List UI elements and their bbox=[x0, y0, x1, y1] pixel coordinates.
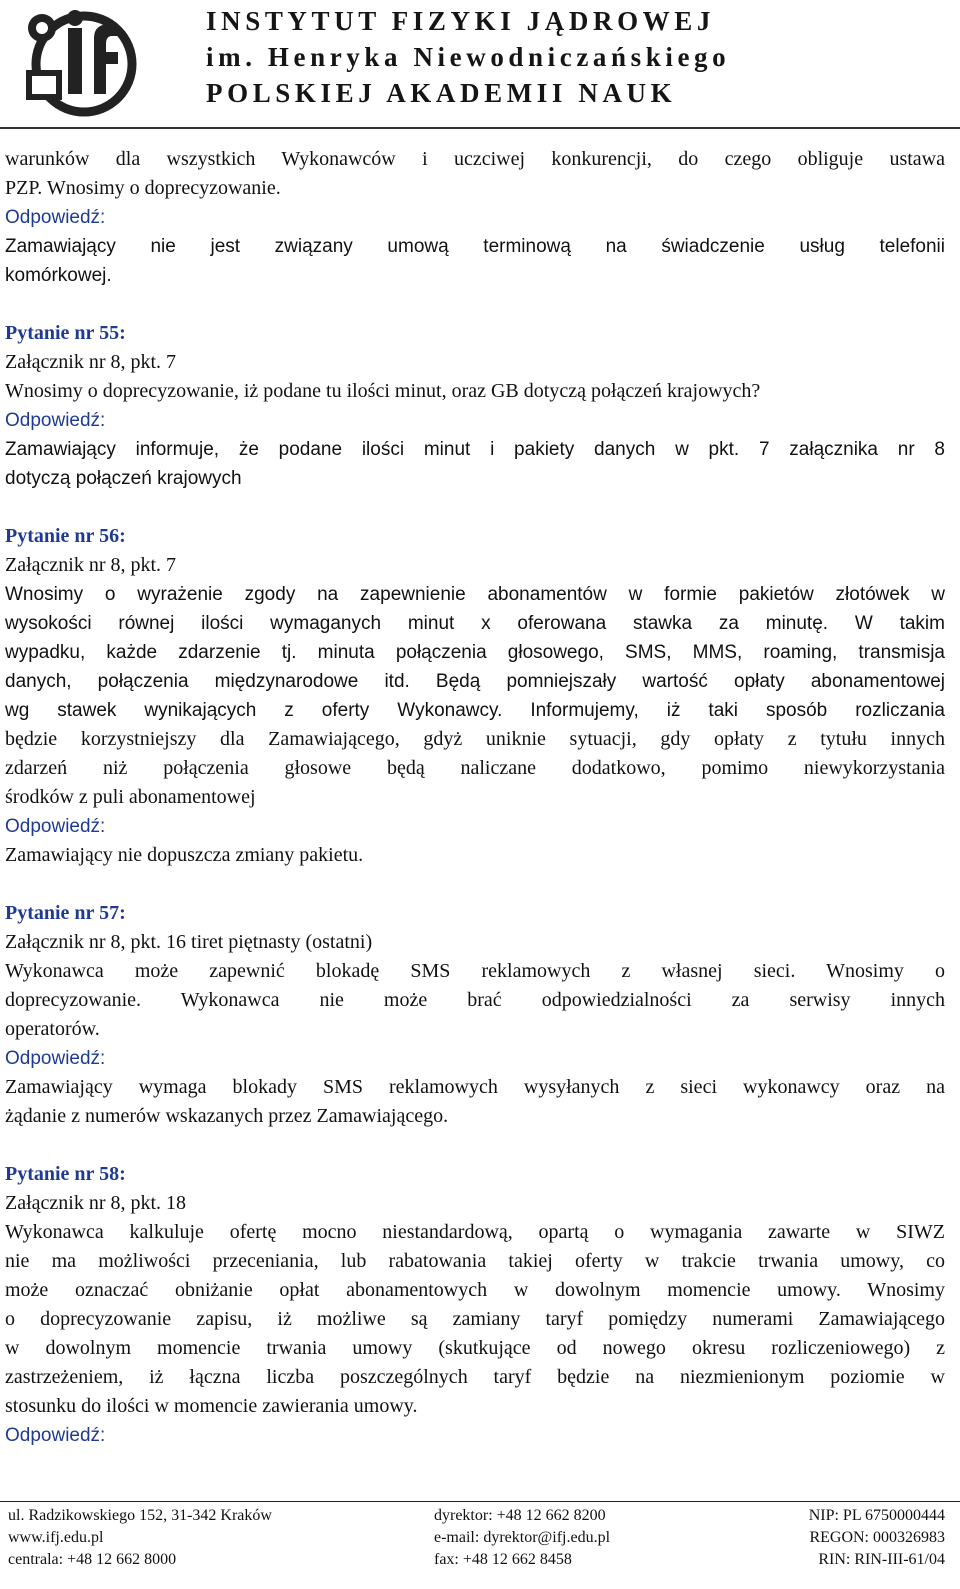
answer-text-line: Zamawiający informuje, że podane ilości minut i pakiety danych w pkt. 7 załącznika nr 8 bbox=[5, 439, 945, 460]
answer-text-line: Zamawiający wymaga blokady SMS reklamowych wysyłanych z sieci wykonawcy oraz na bbox=[5, 1076, 945, 1098]
ifj-logo-icon bbox=[18, 4, 138, 119]
question-text-line: stosunku do ilości w momencie zawierania umowy. bbox=[5, 1395, 418, 1417]
question-text-line: środków z puli abonamentowej bbox=[5, 786, 256, 808]
footer-contact-block bbox=[434, 1505, 610, 1571]
question-text-line: wypadku, każde zdarzenie tj. minuta połączenia głosowego, SMS, MMS, roaming, transmisja bbox=[5, 642, 945, 663]
footer-email-link[interactable]: e-mail: dyrektor@ifj.edu.pl bbox=[434, 1529, 611, 1546]
question-heading: Pytanie nr 56: bbox=[5, 525, 126, 547]
question-text-line: Wykonawca może zapewnić blokadę SMS reklamowych z własnej sieci. Wnosimy o bbox=[5, 960, 945, 982]
footer-regon: REGON: 000326983 bbox=[809, 1529, 945, 1546]
question-text-line: zdarzeń niż połączenia głosowe będą naliczane dodatkowo, pomimo niewykorzystania bbox=[5, 757, 945, 779]
question-text-line: Wnosimy o doprecyzowanie, iż podane tu ilości minut, oraz GB dotyczą połączeń krajowych? bbox=[5, 380, 761, 402]
question-text-line: zastrzeżeniem, iż łączna liczba poszczególnych taryf będzie na niezmienionym poziomie w bbox=[5, 1366, 945, 1388]
question-heading: Pytanie nr 55: bbox=[5, 322, 126, 344]
question-text-line: w dowolnym momencie trwania umowy (skutkujące od nowego okresu rozliczeniowego) z bbox=[5, 1337, 945, 1359]
question-text-line: o doprecyzowanie zapisu, iż możliwe są zamiany taryf pomiędzy numerami Zamawiającego bbox=[5, 1308, 945, 1330]
question-text-line: Wykonawca kalkuluje ofertę mocno niestandardową, opartą o wymagania zawarte w SIWZ bbox=[5, 1221, 945, 1243]
question-text-line: wg stawek wynikających z oferty Wykonawcy. Informujemy, iż taki sposób rozliczania bbox=[5, 700, 945, 721]
body-text-line: PZP. Wnosimy o doprecyzowanie. bbox=[5, 177, 281, 199]
question-text-line: będzie korzystniejszy dla Zamawiającego, gdyż uniknie sytuacji, gdy opłaty z tytułu innych bbox=[5, 728, 945, 750]
question-text-line: może oznaczać obniżanie opłat abonamentowych w dowolnym momencie umowy. Wnosimy bbox=[5, 1279, 945, 1301]
footer-director-phone: dyrektor: +48 12 662 8200 bbox=[434, 1507, 606, 1524]
spacer bbox=[5, 290, 945, 319]
question-reference: Załącznik nr 8, pkt. 18 bbox=[5, 1192, 187, 1214]
spacer bbox=[5, 493, 945, 522]
institute-name-line2: im. Henryka Niewodniczańskiego bbox=[206, 42, 731, 72]
spacer bbox=[5, 870, 945, 899]
footer-central-phone: centrala: +48 12 662 8000 bbox=[8, 1551, 177, 1568]
answer-label: Odpowiedź: bbox=[5, 816, 106, 837]
answer-text-line: komórkowej. bbox=[5, 265, 112, 286]
question-text-line: wysokości równej ilości wymaganych minut x oferowana stawka za minutę. W takim bbox=[5, 613, 945, 634]
question-heading: Pytanie nr 58: bbox=[5, 1163, 126, 1185]
institute-name-line3: POLSKIEJ AKADEMII NAUK bbox=[206, 78, 677, 108]
letterhead bbox=[0, 0, 960, 128]
footer-fax: fax: +48 12 662 8458 bbox=[434, 1551, 572, 1568]
footer-address: ul. Radzikowskiego 152, 31-342 Kraków bbox=[8, 1507, 272, 1524]
question-reference: Załącznik nr 8, pkt. 16 tiret piętnasty (ostatni) bbox=[5, 931, 373, 953]
institute-name-line1: INSTYTUT FIZYKI JĄDROWEJ bbox=[206, 6, 715, 36]
question-text-line: operatorów. bbox=[5, 1018, 100, 1040]
answer-text-line: dotyczą połączeń krajowych bbox=[5, 468, 242, 489]
footer-address-block bbox=[8, 1505, 272, 1571]
question-text-line: Wnosimy o wyrażenie zgody na zapewnienie abonamentów w formie pakietów złotówek w bbox=[5, 584, 945, 605]
answer-label: Odpowiedź: bbox=[5, 410, 106, 431]
answer-text-line: żądanie z numerów wskazanych przez Zamawiającego. bbox=[5, 1105, 449, 1127]
question-reference: Załącznik nr 8, pkt. 7 bbox=[5, 554, 177, 576]
question-text-line: nie ma możliwości przeceniania, lub rabatowania takiej oferty w trakcie trwania umowy, co bbox=[5, 1250, 945, 1272]
answer-label: Odpowiedź: bbox=[5, 207, 106, 228]
question-reference: Załącznik nr 8, pkt. 7 bbox=[5, 351, 177, 373]
answer-text-line: Zamawiający nie jest związany umową terminową na świadczenie usług telefonii bbox=[5, 236, 945, 257]
footer-rin: RIN: RIN-III-61/04 bbox=[818, 1551, 945, 1568]
spacer bbox=[5, 1131, 945, 1160]
answer-label: Odpowiedź: bbox=[5, 1048, 106, 1069]
header-divider bbox=[0, 127, 960, 129]
question-text-line: danych, połączenia międzynarodowe itd. Będą pomniejszały wartość opłaty abonamentowej bbox=[5, 671, 945, 692]
footer-registry-block bbox=[809, 1505, 945, 1571]
document-body bbox=[5, 145, 945, 1450]
body-text-line: warunków dla wszystkich Wykonawców i uczciwej konkurencji, do czego obliguje ustawa bbox=[5, 148, 945, 170]
footer-nip: NIP: PL 6750000444 bbox=[808, 1507, 945, 1524]
footer-divider bbox=[0, 1501, 960, 1502]
question-text-line: doprecyzowanie. Wykonawca nie może brać odpowiedzialności za serwisy innych bbox=[5, 989, 945, 1011]
answer-text-line: Zamawiający nie dopuszcza zmiany pakietu. bbox=[5, 844, 364, 866]
answer-label: Odpowiedź: bbox=[5, 1425, 106, 1446]
question-heading: Pytanie nr 57: bbox=[5, 902, 126, 924]
footer-website-link[interactable]: www.ifj.edu.pl bbox=[8, 1529, 104, 1546]
